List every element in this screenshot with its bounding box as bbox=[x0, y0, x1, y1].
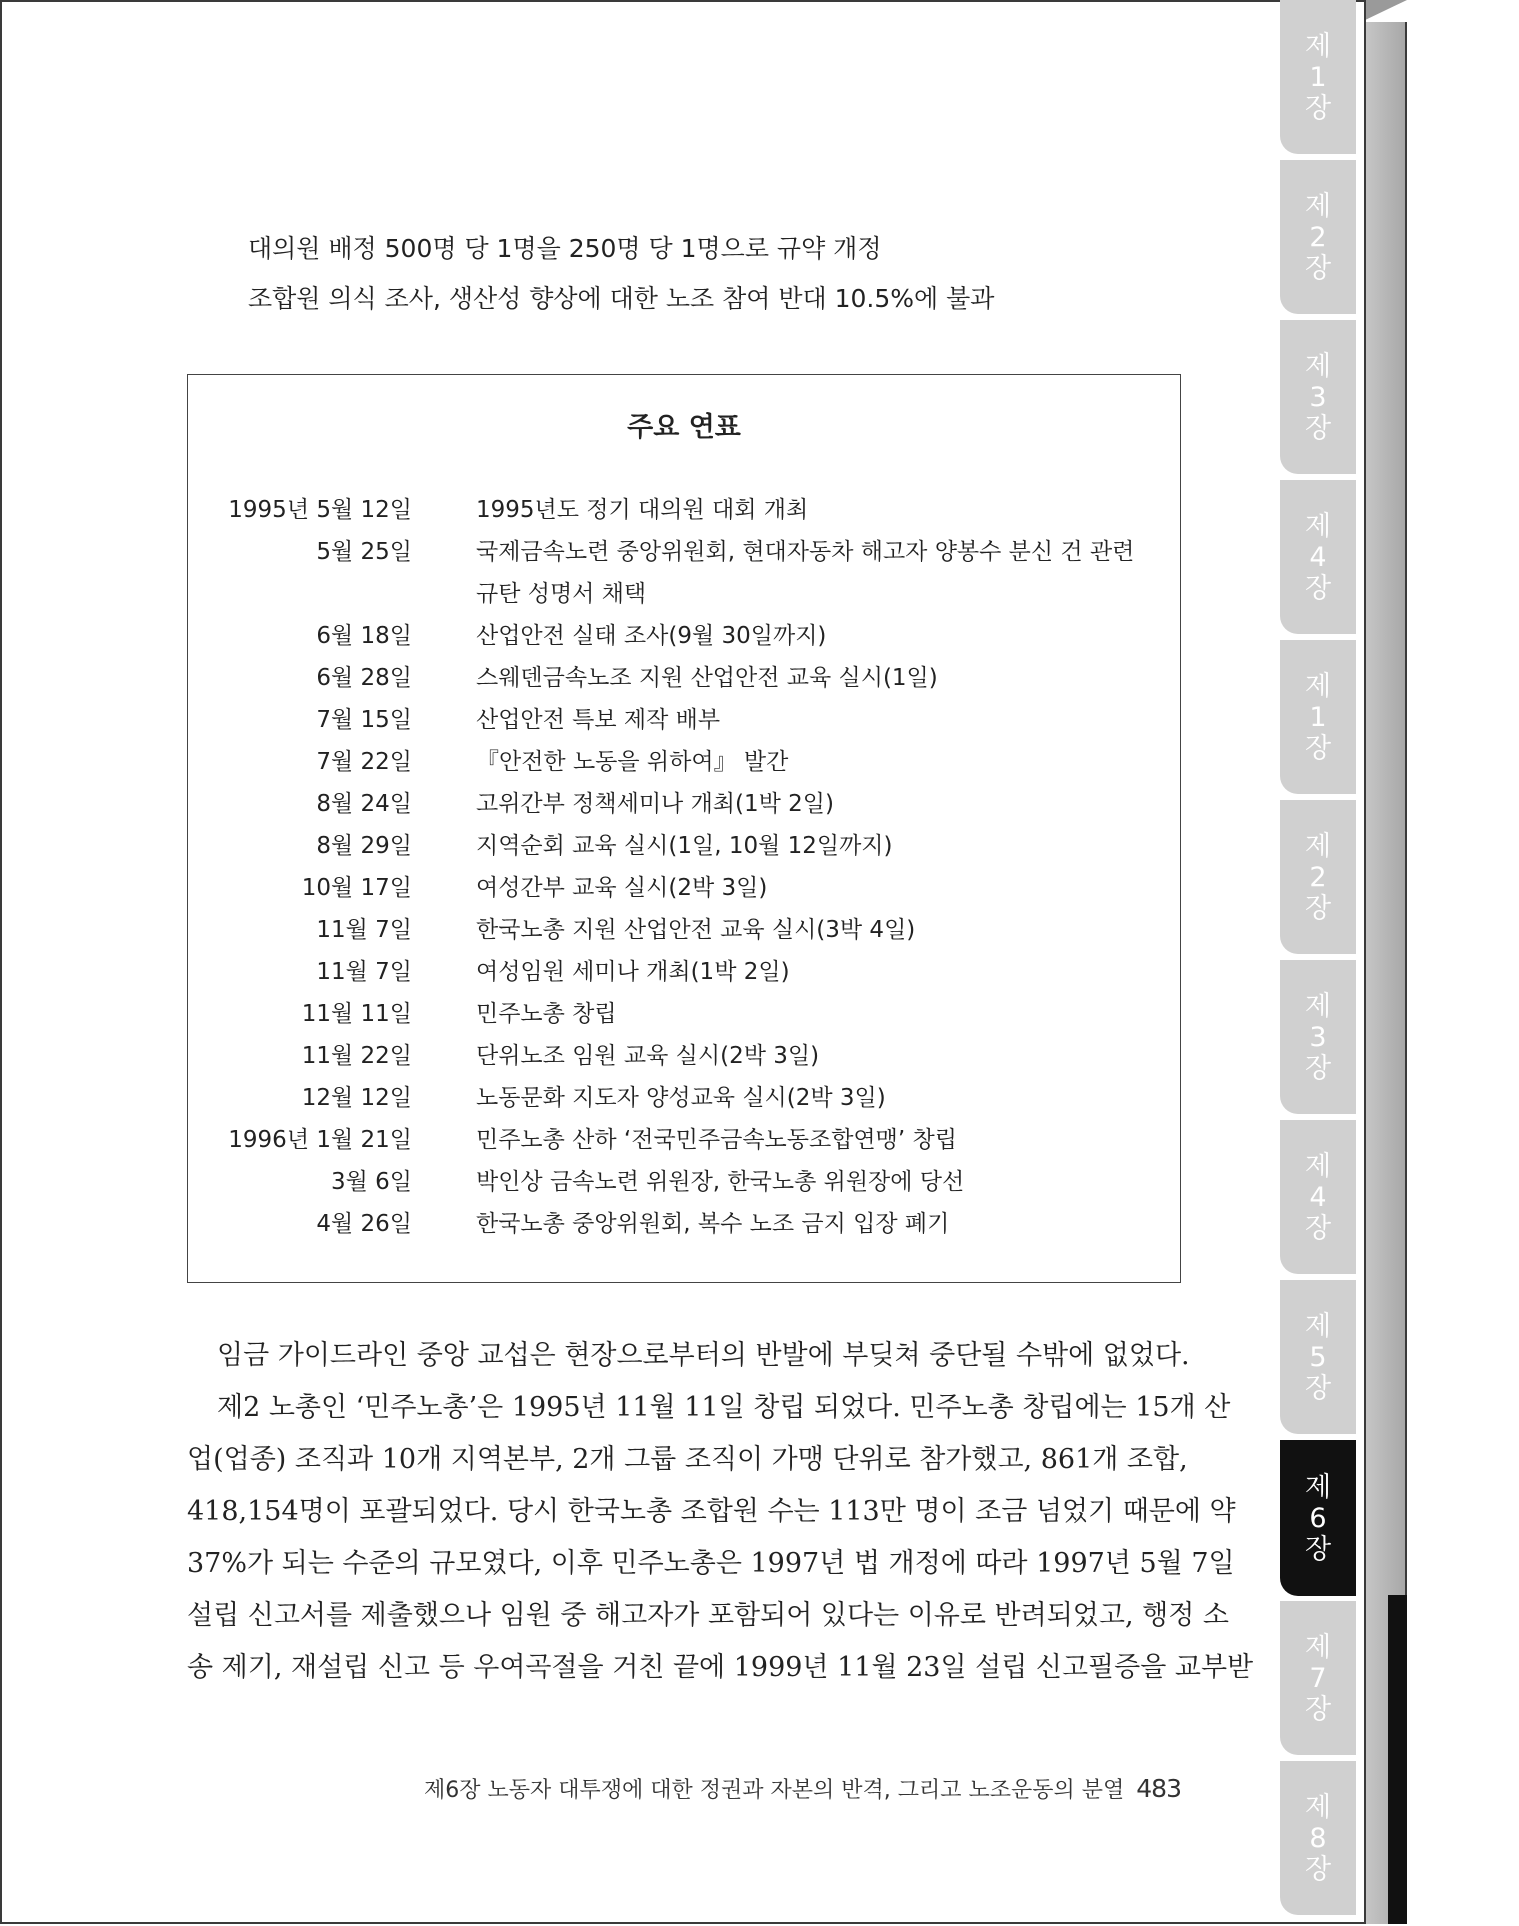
chapter-tab-text: 장 bbox=[1304, 1052, 1332, 1084]
timeline-date: 5월 25일 bbox=[316, 539, 412, 565]
chapter-tab-text: 장 bbox=[1304, 412, 1332, 444]
chapter-tab-text: 제 bbox=[1304, 830, 1332, 862]
chapter-tab-text: 3 bbox=[1309, 381, 1327, 413]
chapter-tab[interactable] bbox=[1280, 1440, 1356, 1596]
timeline-event: 여성임원 세미나 개최(1박 2일) bbox=[476, 959, 790, 985]
body-line: 업(업종) 조직과 10개 지역본부, 2개 그룹 조직이 가맹 단위로 참가했고, 861개 조합, bbox=[187, 1444, 1188, 1475]
chapter-tab-text: 2 bbox=[1309, 221, 1327, 253]
chapter-tab-text: 제 bbox=[1304, 1150, 1332, 1182]
timeline-row bbox=[188, 615, 1180, 657]
timeline-row bbox=[188, 1077, 1180, 1119]
timeline-row bbox=[188, 909, 1180, 951]
page-number: 483 bbox=[1136, 1774, 1181, 1803]
chapter-tab-text: 4 bbox=[1309, 1181, 1327, 1213]
chapter-tab-text: 장 bbox=[1304, 892, 1332, 924]
body-text bbox=[187, 1330, 1254, 1694]
timeline-row bbox=[188, 741, 1180, 783]
timeline-event: 산업안전 특보 제작 배부 bbox=[476, 707, 721, 733]
chapter-tab-text: 장 bbox=[1304, 572, 1332, 604]
timeline-event: 스웨덴금속노조 지원 산업안전 교육 실시(1일) bbox=[476, 665, 938, 691]
timeline-date: 7월 22일 bbox=[316, 749, 412, 775]
timeline-date: 8월 24일 bbox=[316, 791, 412, 817]
timeline-row bbox=[188, 1203, 1180, 1245]
chapter-tab[interactable] bbox=[1280, 0, 1356, 154]
timeline-event: 『안전한 노동을 위하여』 발간 bbox=[476, 749, 789, 775]
chapter-tab-text: 장 bbox=[1304, 1693, 1332, 1725]
timeline-date: 10월 17일 bbox=[301, 875, 412, 901]
chapter-tab[interactable] bbox=[1280, 1761, 1356, 1915]
timeline-event: 노동문화 지도자 양성교육 실시(2박 3일) bbox=[476, 1085, 886, 1111]
timeline-date: 4월 26일 bbox=[316, 1211, 412, 1237]
chapter-tab[interactable] bbox=[1280, 1601, 1356, 1755]
chapter-tab[interactable] bbox=[1280, 160, 1356, 314]
chapter-tab-text: 제 bbox=[1304, 1471, 1332, 1503]
timeline-date: 11월 22일 bbox=[301, 1043, 412, 1069]
timeline-row bbox=[188, 657, 1180, 699]
chapter-tab-text: 1 bbox=[1309, 701, 1327, 733]
chapter-tab-text: 제 bbox=[1304, 990, 1332, 1022]
chapter-tab-text: 제 bbox=[1304, 1310, 1332, 1342]
timeline-date: 6월 28일 bbox=[316, 665, 412, 691]
chapter-tab-text: 제 bbox=[1304, 510, 1332, 542]
intro-line: 대의원 배정 500명 당 1명을 250명 당 1명으로 규약 개정 bbox=[248, 234, 882, 263]
timeline-date: 3월 6일 bbox=[330, 1169, 412, 1195]
timeline-event: 한국노총 중앙위원회, 복수 노조 금지 입장 폐기 bbox=[476, 1211, 950, 1237]
timeline-event: 민주노총 창립 bbox=[476, 1001, 617, 1027]
body-line: 임금 가이드라인 중앙 교섭은 현장으로부터의 반발에 부딪쳐 중단될 수밖에 없었다. bbox=[217, 1340, 1190, 1371]
timeline-row bbox=[188, 867, 1180, 909]
timeline-event: 국제금속노련 중앙위원회, 현대자동차 해고자 양봉수 분신 건 관련 규탄 성명서 채택 bbox=[476, 539, 1135, 607]
timeline-row bbox=[188, 783, 1180, 825]
timeline-row bbox=[188, 1035, 1180, 1077]
timeline-row bbox=[188, 951, 1180, 993]
timeline-title: 주요 연표 bbox=[627, 412, 741, 443]
chapter-tab-text: 장 bbox=[1304, 92, 1332, 124]
body-line: 설립 신고서를 제출했으나 임원 중 해고자가 포함되어 있다는 이유로 반려되었고, 행정 소 bbox=[187, 1600, 1229, 1631]
timeline-event: 여성간부 교육 실시(2박 3일) bbox=[476, 875, 768, 901]
timeline-list bbox=[188, 489, 1180, 1245]
body-line: 37%가 되는 수준의 규모였다, 이후 민주노총은 1997년 법 개정에 따라 1997년 5월 7일 bbox=[187, 1548, 1235, 1579]
chapter-tab-text: 장 bbox=[1304, 732, 1332, 764]
chapter-tab-text: 장 bbox=[1304, 1533, 1332, 1565]
timeline-date: 11월 11일 bbox=[301, 1001, 412, 1027]
timeline-date: 6월 18일 bbox=[316, 623, 412, 649]
chapter-tab-text: 5 bbox=[1309, 1341, 1327, 1373]
chapter-tab-text: 8 bbox=[1309, 1822, 1327, 1854]
timeline-row bbox=[188, 993, 1180, 1035]
chapter-tab[interactable] bbox=[1280, 960, 1356, 1114]
edge-mark-chapter-6 bbox=[1388, 1595, 1407, 1760]
chapter-tab-text: 장 bbox=[1304, 1372, 1332, 1404]
timeline-event: 산업안전 실태 조사(9월 30일까지) bbox=[476, 623, 827, 649]
chapter-tab-text: 4 bbox=[1309, 541, 1327, 573]
timeline-row bbox=[188, 699, 1180, 741]
chapter-tab-text: 3 bbox=[1309, 1021, 1327, 1053]
timeline-date: 1995년 5월 12일 bbox=[228, 497, 412, 523]
chapter-tab-text: 장 bbox=[1304, 1212, 1332, 1244]
chapter-tab-text: 제 bbox=[1304, 30, 1332, 62]
chapter-tab-text: 장 bbox=[1304, 252, 1332, 284]
chapter-tab-text: 제 bbox=[1304, 1631, 1332, 1663]
timeline-event: 고위간부 정책세미나 개최(1박 2일) bbox=[476, 791, 834, 817]
timeline-event: 박인상 금속노련 위원장, 한국노총 위원장에 당선 bbox=[476, 1169, 965, 1195]
timeline-event: 한국노총 지원 산업안전 교육 실시(3박 4일) bbox=[476, 917, 916, 943]
chapter-tab-text: 제 bbox=[1304, 350, 1332, 382]
timeline-date: 1996년 1월 21일 bbox=[228, 1127, 412, 1153]
timeline-date: 8월 29일 bbox=[316, 833, 412, 859]
chapter-tab[interactable] bbox=[1280, 480, 1356, 634]
chapter-tab[interactable] bbox=[1280, 1280, 1356, 1434]
timeline-row bbox=[188, 489, 1180, 531]
chapter-tab-text: 제 bbox=[1304, 190, 1332, 222]
intro-line: 조합원 의식 조사, 생산성 향상에 대한 노조 참여 반대 10.5%에 불과 bbox=[248, 284, 995, 313]
timeline-row bbox=[188, 1161, 1180, 1203]
chapter-tab[interactable] bbox=[1280, 1120, 1356, 1274]
timeline-event: 1995년도 정기 대의원 대회 개최 bbox=[476, 497, 809, 523]
chapter-tab-text: 7 bbox=[1309, 1662, 1327, 1694]
timeline-row bbox=[188, 825, 1180, 867]
chapter-tab-text: 6 bbox=[1309, 1502, 1327, 1534]
intro-lines bbox=[248, 224, 994, 324]
chapter-tab[interactable] bbox=[1280, 800, 1356, 954]
chapter-tab-text: 1 bbox=[1309, 61, 1327, 93]
timeline-date: 11월 7일 bbox=[316, 959, 412, 985]
chapter-tab[interactable] bbox=[1280, 320, 1356, 474]
body-line: 제2 노총인 ‘민주노총’은 1995년 11월 11일 창립 되었다. 민주노총 창립에는 15개 산 bbox=[217, 1392, 1231, 1423]
chapter-tab-text: 2 bbox=[1309, 861, 1327, 893]
edge-mark-chapter-7 bbox=[1388, 1750, 1407, 1924]
body-line: 송 제기, 재설립 신고 등 우여곡절을 거친 끝에 1999년 11월 23일 설립 신고필증을 교부받 bbox=[187, 1652, 1254, 1683]
chapter-tab[interactable] bbox=[1280, 640, 1356, 794]
timeline-event: 지역순회 교육 실시(1일, 10월 12일까지) bbox=[476, 833, 893, 859]
chapter-tab-text: 장 bbox=[1304, 1853, 1332, 1885]
timeline-date: 11월 7일 bbox=[316, 917, 412, 943]
page-footer bbox=[187, 1769, 1181, 1811]
timeline-date: 7월 15일 bbox=[316, 707, 412, 733]
timeline-row bbox=[188, 531, 1180, 615]
book-edge-top bbox=[1361, 0, 1407, 22]
body-line: 418,154명이 포괄되었다. 당시 한국노총 조합원 수는 113만 명이 조금 넘었기 때문에 약 bbox=[187, 1496, 1236, 1527]
chapter-tab-text: 제 bbox=[1304, 670, 1332, 702]
running-head: 제6장 노동자 대투쟁에 대한 정권과 자본의 반격, 그리고 노조운동의 분열 bbox=[424, 1778, 1125, 1803]
chapter-tab-text: 제 bbox=[1304, 1791, 1332, 1823]
timeline-event: 단위노조 임원 교육 실시(2박 3일) bbox=[476, 1043, 820, 1069]
timeline-row bbox=[188, 1119, 1180, 1161]
timeline-event: 민주노총 산하 ‘전국민주금속노동조합연맹’ 창립 bbox=[476, 1127, 957, 1153]
timeline-date: 12월 12일 bbox=[301, 1085, 412, 1111]
timeline-box bbox=[187, 374, 1181, 1283]
